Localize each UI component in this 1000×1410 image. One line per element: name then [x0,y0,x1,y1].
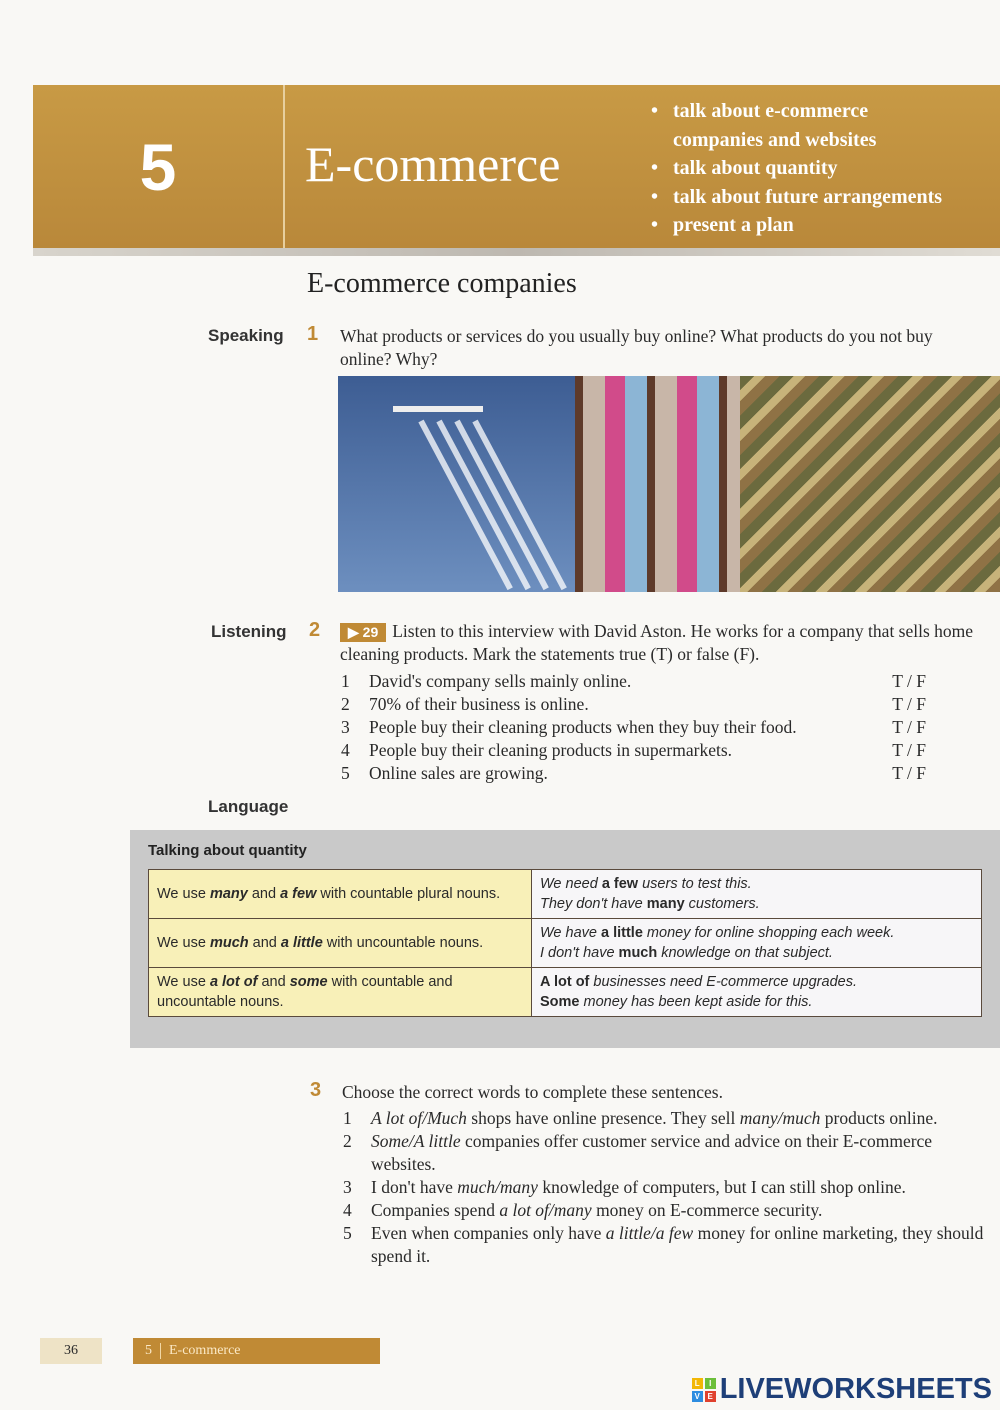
true-false-list [341,670,926,785]
text-segment: companies offer customer service and advice on their E-commerce websites. [371,1131,933,1174]
airplane-shape [393,406,483,412]
sentence-text[interactable] [371,1107,998,1130]
airplane-photo [338,376,580,592]
sentence-text[interactable] [371,1222,998,1268]
emphasis-text: a few [601,876,639,892]
section-title: E-commerce companies [307,268,577,299]
statement [341,693,926,716]
emphasis-text: some [289,974,328,990]
examples-cell [532,919,982,968]
statement-number: 1 [341,671,350,691]
statement-number: 5 [341,763,350,783]
sentence-text[interactable] [371,1176,998,1199]
text-segment: knowledge on that subject. [657,945,833,961]
exercise3-list [343,1107,998,1268]
emphasis-text: a lot of/many [499,1200,592,1220]
statement [341,739,926,762]
statement-number: 4 [341,740,350,760]
exercise-number: 1 [307,323,319,345]
unit-header [33,85,1000,248]
objectives-list [651,97,942,240]
clothes-rack-photo [575,376,755,592]
example [540,943,973,963]
listening-instructions [340,620,980,666]
table-row [149,968,982,1017]
track-number: 29 [362,624,379,640]
footer-unit-title: E-commerce [169,1343,241,1358]
text-segment: Even when companies only have [371,1223,606,1243]
text-segment: with countable and uncountable nouns. [157,974,453,1010]
text-segment: and [248,935,281,951]
text-segment: They don't have [540,896,647,912]
text-segment: shops have online presence. They sell [466,1108,740,1128]
emphasis-text: a few [280,886,317,902]
emphasis-text: much [618,945,658,961]
page-number: 36 [40,1338,102,1364]
true-false-choice[interactable]: T / F [892,740,926,760]
emphasis-text: A lot of/Much [371,1108,467,1128]
listening-label: Listening [211,622,287,641]
example [540,894,973,914]
audio-track-badge[interactable]: ▶ 29 [340,623,386,642]
statement-number: 3 [341,717,350,737]
examples-cell [532,968,982,1017]
sentence-number: 3 [343,1177,352,1197]
text-segment: We have [540,925,601,941]
statement [341,762,926,785]
true-false-choice[interactable]: T / F [892,763,926,783]
unit-title: E-commerce [305,136,561,192]
text-segment: money for online shopping each week. [642,925,895,941]
exercise3-instructions: Choose the correct words to complete these sentences. [342,1082,723,1102]
statement [341,670,926,693]
example [540,992,973,1012]
emphasis-text: Some [540,994,580,1010]
emphasis-text: a little [280,935,323,951]
grammar-box [130,830,1000,1048]
statement-text: David's company sells mainly online. [369,671,632,691]
exercise-number: 2 [309,619,321,641]
statement [341,716,926,739]
emphasis-text: a little/a few [605,1223,694,1243]
statement-text: 70% of their business is online. [369,694,589,714]
exercise-number: 3 [310,1079,322,1101]
text-segment: We use [157,886,210,902]
statement-number: 2 [341,694,350,714]
sentence [343,1199,998,1222]
sentence-text[interactable] [371,1199,998,1222]
emphasis-text: a little [601,925,643,941]
logo-icon [692,1378,716,1402]
sentence [343,1222,998,1268]
sentence-number: 1 [343,1108,352,1128]
text-segment: money for online marketing, they should spend it. [371,1223,984,1266]
statement-text: People buy their cleaning products in supermarkets. [369,740,733,760]
true-false-choice[interactable]: T / F [892,717,926,737]
text-segment: businesses need E-commerce upgrades. [589,974,857,990]
sentence-number: 4 [343,1200,352,1220]
rule-cell [149,968,532,1017]
table-row [149,870,982,919]
emphasis-text: much [209,935,249,951]
text-segment: customers. [684,896,760,912]
examples-cell [532,870,982,919]
liveworksheets-logo [692,1373,992,1406]
text-segment: I don't have [371,1177,458,1197]
text-segment: Companies spend [371,1200,500,1220]
speaking-label: Speaking [208,326,284,345]
footer-unit-number: 5 [133,1343,161,1359]
text-segment: knowledge of computers, but I can still shop online. [537,1177,906,1197]
sentence-number: 5 [343,1223,352,1243]
text-segment: money has been kept aside for this. [579,994,813,1010]
statement-text: Online sales are growing. [369,763,548,783]
logo-letter: E [705,1391,716,1402]
emphasis-text: a lot of [209,974,258,990]
emphasis-text: many [209,886,248,902]
emphasis-text: much/many [457,1177,538,1197]
supermarket-photo [740,376,1000,592]
text-segment: money on E-commerce security. [591,1200,823,1220]
sentence [343,1130,998,1176]
table-row [149,919,982,968]
grammar-box-title: Talking about quantity [148,842,307,859]
rule-cell [149,870,532,919]
speaking-question: What products or services do you usually buy online? What products do you not buy online? Why? [340,326,933,369]
logo-text: LIVEWORKSHEETS [719,1373,992,1405]
logo-letter: I [705,1378,716,1389]
emphasis-text: A lot of [540,974,590,990]
text-segment: and [257,974,290,990]
header-divider [33,248,1000,256]
text-segment: products online. [820,1108,938,1128]
sentence [343,1107,998,1130]
sentence-number: 2 [343,1131,352,1151]
statement-text: People buy their cleaning products when they buy their food. [369,717,797,737]
footer-unit-bar [133,1338,380,1364]
text-segment: We use [157,935,210,951]
text-segment: and [247,886,281,902]
text-segment: I don't have [540,945,619,961]
logo-letter: V [692,1391,703,1402]
emphasis-text: many [646,896,685,912]
instructions-text: Listen to this interview with David Aston. He works for a company that sells home cleaning products. Mark the statements true (T) or false (F). [340,621,974,664]
text-segment: with uncountable nouns. [322,935,484,951]
true-false-choice[interactable]: T / F [892,671,926,691]
true-false-choice[interactable]: T / F [892,694,926,714]
sentence [343,1176,998,1199]
emphasis-text: Some/A little [371,1131,461,1151]
objective-continued: companies and websites [673,128,877,151]
objective: • present a plan [651,211,942,240]
emphasis-text: many/much [739,1108,821,1128]
text-segment: with countable plural nouns. [316,886,501,902]
text-segment: We need [540,876,602,892]
rule-cell [149,919,532,968]
sentence-text[interactable] [371,1130,998,1176]
language-label: Language [208,797,289,816]
objective: • talk about quantity [651,154,942,183]
objective: • talk about future arrangements [651,183,942,212]
grammar-table [148,869,982,1017]
logo-letter: L [692,1378,703,1389]
example [540,874,973,894]
example [540,923,973,943]
example [540,972,973,992]
objective: • talk about e-commerce [651,97,942,126]
unit-number: 5 [33,85,285,248]
text-segment: We use [157,974,210,990]
text-segment: users to test this. [638,876,752,892]
